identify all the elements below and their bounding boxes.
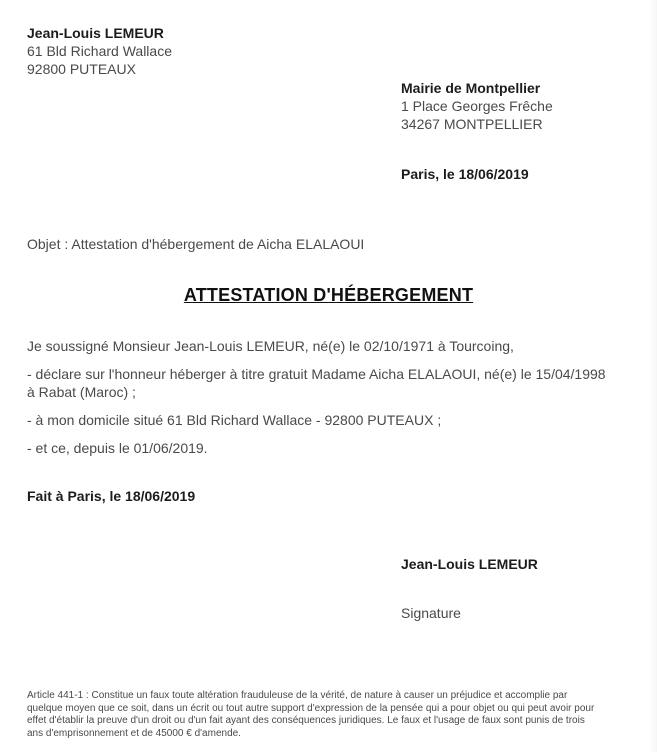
- recipient-name: Mairie de Montpellier: [401, 80, 541, 96]
- sender-address-line1: 61 Bld Richard Wallace: [27, 43, 172, 59]
- legal-footer-line: effet d'établir la preuve d'un droit ou d'un fait ayant des conséquences juridiques. Le faux et l'usage de faux sont punis de trois: [27, 715, 585, 726]
- done-at: Fait à Paris, le 18/06/2019: [27, 488, 196, 504]
- page-edge-shadow: [649, 0, 657, 752]
- body-line-hosting: - déclare sur l'honneur héberger à titre gratuit Madame Aicha ELALAOUI, né(e) le 15/04/1998: [27, 366, 606, 382]
- recipient-block: [401, 79, 553, 133]
- legal-footer-line: ans d'emprisonnement et de 45000 € d'amende.: [27, 727, 241, 739]
- legal-footer: [27, 690, 594, 740]
- signatory-name: Jean-Louis LEMEUR: [401, 556, 538, 572]
- body-line-hosting-cont: à Rabat (Maroc) ;: [27, 384, 136, 400]
- recipient-address-line1: 1 Place Georges Frêche: [401, 98, 553, 114]
- place-date: Paris, le 18/06/2019: [401, 166, 529, 182]
- body-line-declarant: Je soussigné Monsieur Jean-Louis LEMEUR, né(e) le 02/10/1971 à Tourcoing,: [27, 338, 514, 354]
- legal-footer-line: quelque moyen que ce soit, dans un écrit ou tout autre support d'expression de la pensée qui a pour objet ou qui peut avoir pour: [27, 702, 595, 714]
- legal-footer-line: Article 441-1 : Constitue un faux toute altération frauduleuse de la vérité, de nature à causer un préjudice et accomplie par: [27, 690, 568, 701]
- body-line-since: - et ce, depuis le 01/06/2019.: [27, 440, 208, 456]
- sender-address-line2: 92800 PUTEAUX: [27, 61, 136, 77]
- subject-line: Objet : Attestation d'hébergement de Aicha ELALAOUI: [27, 236, 365, 252]
- document-title: ATTESTATION D'HÉBERGEMENT: [183, 285, 474, 305]
- body-line-domicile: - à mon domicile situé 61 Bld Richard Wallace - 92800 PUTEAUX ;: [27, 412, 442, 428]
- signature-label: Signature: [401, 605, 461, 621]
- recipient-address-line2: 34267 MONTPELLIER: [401, 116, 543, 132]
- sender-block: [27, 24, 172, 78]
- sender-name: Jean-Louis LEMEUR: [27, 25, 164, 41]
